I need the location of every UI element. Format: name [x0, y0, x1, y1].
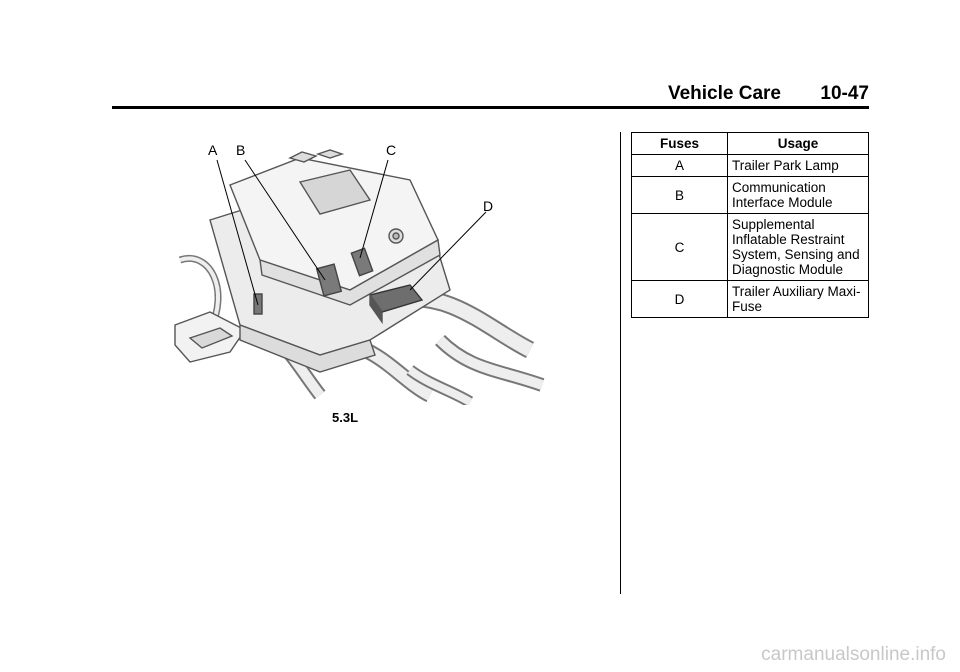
- callout-c: C: [386, 142, 397, 158]
- column-header-usage: Usage: [728, 133, 869, 155]
- fuse-cell: D: [632, 281, 728, 318]
- figure-caption: 5.3L: [332, 410, 359, 425]
- fuse-cell: C: [632, 214, 728, 281]
- column-divider: [620, 132, 621, 594]
- callout-a: A: [208, 142, 218, 158]
- usage-cell: Trailer Auxiliary Maxi-Fuse: [728, 281, 869, 318]
- usage-cell: Trailer Park Lamp: [728, 155, 869, 177]
- usage-cell: Communication Interface Module: [728, 177, 869, 214]
- table-row: [632, 155, 869, 177]
- callout-b: B: [236, 142, 246, 158]
- table-row: [632, 214, 869, 281]
- section-title: Vehicle Care: [667, 83, 781, 104]
- table-row: [632, 281, 869, 318]
- table-header-row: [632, 133, 869, 155]
- page-number: 10-47: [820, 83, 869, 104]
- table-row: [632, 177, 869, 214]
- fuse-usage-table: [631, 132, 869, 318]
- watermark: carmanualsonline.info: [761, 644, 946, 665]
- fuse-cell: B: [632, 177, 728, 214]
- callout-d: D: [483, 198, 494, 214]
- engine-fuse-illustration: [170, 140, 545, 405]
- fuse-cell: A: [632, 155, 728, 177]
- column-header-fuses: Fuses: [632, 133, 728, 155]
- page-header: [112, 80, 869, 109]
- usage-cell: Supplemental Inflatable Restraint System, Sensing and Diagnostic Module: [728, 214, 869, 281]
